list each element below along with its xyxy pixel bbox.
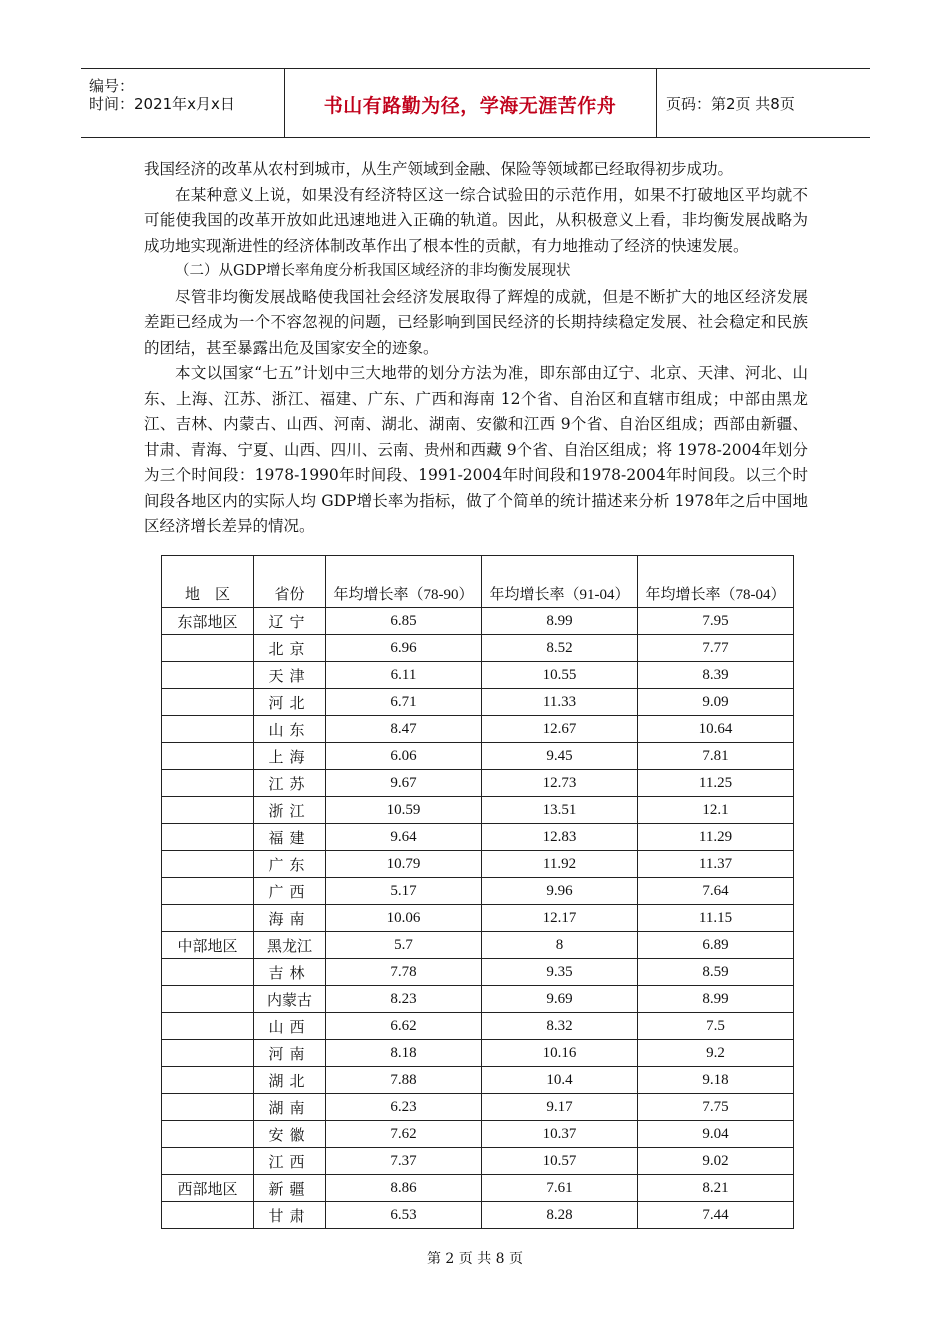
rate-78-90-cell: 10.06 [326, 905, 482, 932]
province-cell: 河南 [254, 1040, 326, 1067]
paragraph: 本文以国家“七五”计划中三大地带的划分方法为准，即东部由辽宁、北京、天津、河北、山东、上海、江苏、浙江、福建、广东、广西和海南 12个省、自治区和直辖市组成；中部由黑龙江、吉林、内蒙古、山西、河南、湖北、湖南、安徽和江西 9个省、自治区组成；西部由新疆、甘肃、青海、宁夏、山西、四川、云南、贵州和西藏 9个省、自治区组成；将 1978-2004年划分为三个时间段：1978-1990年时间段、1991-2004年时间段和1978-2004年时间段。以三个时间段各地区内的实际人均 GDP增长率为指标，做了个简单的统计描述来分析 1978年之后中国地区经济增长差异的情况。 [144, 364, 808, 535]
rate-91-04-cell: 10.57 [482, 1148, 638, 1175]
page-header [81, 68, 870, 138]
province-cell: 浙江 [254, 797, 326, 824]
rate-78-90-cell: 7.78 [326, 959, 482, 986]
province-cell: 广东 [254, 851, 326, 878]
region-cell [162, 716, 254, 743]
document-body [144, 157, 808, 540]
province-cell: 新疆 [254, 1175, 326, 1202]
region-cell [162, 770, 254, 797]
region-cell [162, 1040, 254, 1067]
province-cell: 山西 [254, 1013, 326, 1040]
rate-78-90-cell: 6.71 [326, 689, 482, 716]
rate-91-04-cell: 10.16 [482, 1040, 638, 1067]
region-cell [162, 689, 254, 716]
document-time-label: 时间：2021年x月x日 [89, 95, 235, 113]
province-cell: 江苏 [254, 770, 326, 797]
rate-78-90-cell: 8.23 [326, 986, 482, 1013]
region-cell [162, 851, 254, 878]
rate-78-90-cell: 9.67 [326, 770, 482, 797]
province-cell: 天津 [254, 662, 326, 689]
province-cell: 山东 [254, 716, 326, 743]
province-cell: 吉林 [254, 959, 326, 986]
rate-91-04-cell: 12.67 [482, 716, 638, 743]
rate-78-90-cell: 9.64 [326, 824, 482, 851]
rate-78-04-cell: 10.64 [638, 716, 794, 743]
rate-78-90-cell: 7.37 [326, 1148, 482, 1175]
rate-78-04-cell: 7.44 [638, 1202, 794, 1229]
rate-78-04-cell: 7.75 [638, 1094, 794, 1121]
table-row [162, 1094, 794, 1121]
region-cell: 中部地区 [162, 932, 254, 959]
header-meta-cell [81, 69, 285, 137]
header-motto: 书山有路勤为径，学海无涯苦作舟 [323, 95, 617, 117]
rate-78-04-cell: 8.59 [638, 959, 794, 986]
region-cell [162, 986, 254, 1013]
region-cell [162, 1202, 254, 1229]
table-row [162, 1013, 794, 1040]
province-cell: 河北 [254, 689, 326, 716]
province-cell: 福建 [254, 824, 326, 851]
rate-78-04-cell: 7.81 [638, 743, 794, 770]
table-row [162, 608, 794, 635]
rate-91-04-cell: 11.92 [482, 851, 638, 878]
table-row [162, 1175, 794, 1202]
paragraph: 尽管非均衡发展战略使我国社会经济发展取得了辉煌的成就，但是不断扩大的地区经济发展差距已经成为一个不容忽视的问题，已经影响到国民经济的长期持续稳定发展、社会稳定和民族的团结，甚至暴露出危及国家安全的迹象。 [144, 287, 808, 357]
rate-91-04-cell: 9.17 [482, 1094, 638, 1121]
rate-91-04-cell: 8.32 [482, 1013, 638, 1040]
rate-78-90-cell: 5.7 [326, 932, 482, 959]
rate-91-04-cell: 8 [482, 932, 638, 959]
rate-91-04-cell: 7.61 [482, 1175, 638, 1202]
rate-91-04-cell: 10.55 [482, 662, 638, 689]
table-row [162, 824, 794, 851]
rate-78-04-cell: 9.18 [638, 1067, 794, 1094]
province-cell: 甘肃 [254, 1202, 326, 1229]
rate-91-04-cell: 8.52 [482, 635, 638, 662]
province-cell: 湖北 [254, 1067, 326, 1094]
rate-78-90-cell: 6.06 [326, 743, 482, 770]
table-row [162, 770, 794, 797]
region-cell [162, 1067, 254, 1094]
table-row [162, 743, 794, 770]
province-cell: 辽宁 [254, 608, 326, 635]
rate-91-04-cell: 12.73 [482, 770, 638, 797]
province-cell: 江西 [254, 1148, 326, 1175]
gdp-growth-table [161, 555, 794, 1229]
header-region: 地 区 [162, 556, 254, 608]
rate-78-04-cell: 7.5 [638, 1013, 794, 1040]
rate-78-90-cell: 6.53 [326, 1202, 482, 1229]
rate-78-90-cell: 6.23 [326, 1094, 482, 1121]
header-rate-78-90: 年均增长率（78-90） [326, 556, 482, 608]
header-rate-91-04: 年均增长率（91-04） [482, 556, 638, 608]
rate-91-04-cell: 12.83 [482, 824, 638, 851]
table-row [162, 905, 794, 932]
rate-78-90-cell: 6.85 [326, 608, 482, 635]
region-cell [162, 824, 254, 851]
rate-78-90-cell: 6.62 [326, 1013, 482, 1040]
table-row [162, 1202, 794, 1229]
rate-78-04-cell: 9.02 [638, 1148, 794, 1175]
province-cell: 上海 [254, 743, 326, 770]
rate-78-04-cell: 9.2 [638, 1040, 794, 1067]
table-row [162, 851, 794, 878]
rate-78-90-cell: 8.86 [326, 1175, 482, 1202]
header-motto-cell [284, 69, 657, 137]
rate-78-90-cell: 8.18 [326, 1040, 482, 1067]
rate-78-90-cell: 10.59 [326, 797, 482, 824]
region-cell [162, 1121, 254, 1148]
rate-78-04-cell: 11.25 [638, 770, 794, 797]
rate-78-04-cell: 8.21 [638, 1175, 794, 1202]
rate-91-04-cell: 13.51 [482, 797, 638, 824]
region-cell [162, 959, 254, 986]
rate-78-04-cell: 7.64 [638, 878, 794, 905]
rate-78-90-cell: 10.79 [326, 851, 482, 878]
region-cell: 西部地区 [162, 1175, 254, 1202]
table-row [162, 662, 794, 689]
region-cell [162, 662, 254, 689]
document-number-label: 编号： [89, 77, 135, 95]
rate-91-04-cell: 9.96 [482, 878, 638, 905]
paragraph: 在某种意义上说，如果没有经济特区这一综合试验田的示范作用，如果不打破地区平均就不可能使我国的改革开放如此迅速地进入正确的轨道。因此，从积极意义上看，非均衡发展战略为成功地实现渐进性的经济体制改革作出了根本性的贡献，有力地推动了经济的快速发展。 [144, 185, 808, 255]
region-cell [162, 1148, 254, 1175]
table-row [162, 1040, 794, 1067]
region-cell [162, 905, 254, 932]
rate-91-04-cell: 9.69 [482, 986, 638, 1013]
rate-78-04-cell: 8.99 [638, 986, 794, 1013]
paragraph: 我国经济的改革从农村到城市，从生产领域到金融、保险等领域都已经取得初步成功。 [144, 160, 734, 178]
rate-91-04-cell: 8.28 [482, 1202, 638, 1229]
region-cell [162, 797, 254, 824]
rate-78-90-cell: 7.88 [326, 1067, 482, 1094]
rate-78-90-cell: 5.17 [326, 878, 482, 905]
table-row [162, 878, 794, 905]
rate-91-04-cell: 11.33 [482, 689, 638, 716]
header-rate-78-04: 年均增长率（78-04） [638, 556, 794, 608]
region-cell [162, 1094, 254, 1121]
rate-78-04-cell: 7.95 [638, 608, 794, 635]
rate-78-04-cell: 11.15 [638, 905, 794, 932]
table-row [162, 716, 794, 743]
rate-78-90-cell: 6.11 [326, 662, 482, 689]
province-cell: 湖南 [254, 1094, 326, 1121]
table-header-row [162, 556, 794, 608]
province-cell: 广西 [254, 878, 326, 905]
table-row [162, 797, 794, 824]
rate-78-04-cell: 12.1 [638, 797, 794, 824]
rate-78-90-cell: 7.62 [326, 1121, 482, 1148]
province-cell: 黑龙江 [254, 932, 326, 959]
table-row [162, 635, 794, 662]
rate-91-04-cell: 8.99 [482, 608, 638, 635]
region-cell [162, 635, 254, 662]
table-row [162, 932, 794, 959]
rate-78-90-cell: 8.47 [326, 716, 482, 743]
header-province: 省份 [254, 556, 326, 608]
region-cell [162, 1013, 254, 1040]
table-row [162, 1067, 794, 1094]
region-cell: 东部地区 [162, 608, 254, 635]
section-title: （二）从GDP增长率角度分析我国区域经济的非均衡发展现状 [175, 263, 571, 279]
table-row [162, 986, 794, 1013]
rate-91-04-cell: 9.35 [482, 959, 638, 986]
rate-91-04-cell: 12.17 [482, 905, 638, 932]
rate-78-04-cell: 11.37 [638, 851, 794, 878]
province-cell: 海南 [254, 905, 326, 932]
table-row [162, 959, 794, 986]
rate-78-04-cell: 8.39 [638, 662, 794, 689]
table-row [162, 689, 794, 716]
region-cell [162, 743, 254, 770]
rate-78-90-cell: 6.96 [326, 635, 482, 662]
province-cell: 安徽 [254, 1121, 326, 1148]
province-cell: 内蒙古 [254, 986, 326, 1013]
header-page-cell [656, 69, 870, 137]
rate-78-04-cell: 9.09 [638, 689, 794, 716]
rate-78-04-cell: 6.89 [638, 932, 794, 959]
province-cell: 北京 [254, 635, 326, 662]
header-page-info: 页码：第2页 共8页 [666, 95, 795, 113]
rate-91-04-cell: 9.45 [482, 743, 638, 770]
page-footer: 第 2 页 共 8 页 [426, 1251, 524, 1267]
rate-91-04-cell: 10.4 [482, 1067, 638, 1094]
table-row [162, 1121, 794, 1148]
rate-78-04-cell: 9.04 [638, 1121, 794, 1148]
rate-91-04-cell: 10.37 [482, 1121, 638, 1148]
rate-78-04-cell: 7.77 [638, 635, 794, 662]
region-cell [162, 878, 254, 905]
table-row [162, 1148, 794, 1175]
rate-78-04-cell: 11.29 [638, 824, 794, 851]
